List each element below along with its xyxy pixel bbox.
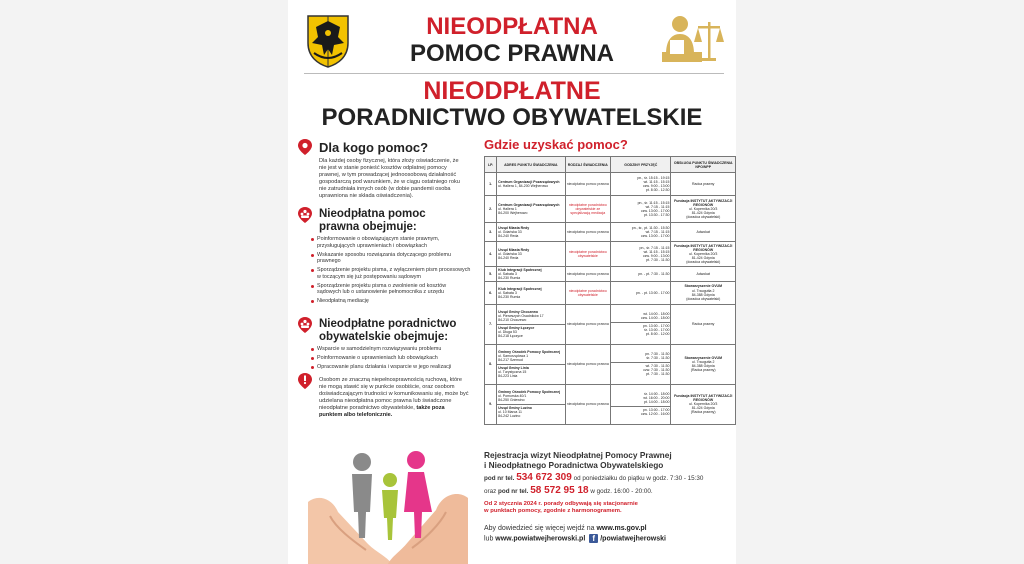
location-address: ul. Sabata 3 84-230 Rumia [498,290,521,299]
who-title: Dla kogo pomoc? [319,140,429,155]
location-name: Urząd Gminy Choczewo [498,310,538,315]
address-cell [497,223,566,242]
civic-item: Poinformowanie o uprawnieniach lub obowiązkach [311,355,471,362]
phone-line-1 [484,472,736,485]
operator-name: Stowarzyszenie OVUM [684,355,722,360]
phone2-prefix: oraz [484,488,497,495]
table-row [485,344,736,384]
opening-hours: pn., śr. 7:15 - 11:15 wt. 11:15 - 15:15 czw. 9:00 - 13:00 pt. 7:30 - 11:30 [639,246,670,263]
opening-hours: pn. 13:00 - 17:00 czw. 12:00 - 16:00 [611,406,670,416]
people-badge-icon [296,206,314,224]
operator-name: Radca prawny [692,182,715,187]
more-info-text: Aby dowiedzieć się więcej wejdź na [484,524,595,532]
more-info-line-2 [484,534,736,544]
table-row [485,281,736,304]
opening-hours: śr. 14:00 - 18:00 wt. 16:00 - 20:00 pt. 14:00 - 18:00 [643,392,670,405]
location-address: ul. Sabata 3 84-230 Rumia [498,271,521,280]
service-type: nieodpłatna pomoc prawna [565,173,610,196]
legal-aid-title-1: Nieodpłatna pomoc [319,208,426,220]
location-address: ul. Hallera 1, 84-200 Wejherowo [498,184,549,189]
disability-text-body: Osobom ze znaczną niepełnosprawnością ruchową, które nie mogą stawić się w punkcie osobiście, oraz osobom doświadczającym trudności w komunikowaniu się, może być udzielana nieodpłatna pomoc prawna lub świadczone nieodpłatne poradnictwo obywatelskie, [319,377,469,412]
legal-aid-item: Sporządzenie projektu pisma o zwolnienie od kosztów sądowych lub o ustanowienie pełnomocnika z urzędu [311,283,471,296]
table-row [485,304,736,344]
legal-aid-list [311,236,471,307]
location-name: Gminny Ośrodek Pomocy Społecznej [498,390,561,395]
hours-cell [610,242,670,267]
table-row [485,173,736,196]
civic-title-1: Nieodpłatne poradnictwo [319,318,457,330]
opening-hours: pn., śr. 11:15 - 15:15 wt. 7:15 - 11:15 czw. 13:00 - 17:00 pt. 13:30 - 17:30 [637,201,670,218]
phone2-hours: w godz. 16:00 - 20:00. [590,488,653,495]
more-info-line-1 [484,524,736,534]
location-address: ul. Długa 53 84-218 Łęczyce [498,330,523,339]
registration-block [484,450,736,544]
operator-name: Adwokat [696,271,710,276]
col-header-lp: LP. [485,157,497,173]
header-divider [304,73,724,74]
legal-aid-title-2: prawna obejmuje: [319,221,417,233]
disability-text-bold: także poza punktem albo telefonicznie. [319,405,445,419]
location-name: Urząd Miasta Redy [498,248,530,253]
service-type: nieodpłatne poradnictwo obywatelskie ze specjalizacją mediacja [565,196,610,223]
location-name: Urząd Gminy Linia [498,365,529,370]
address-cell [497,344,566,384]
service-type: nieodpłatna pomoc prawna [565,223,610,242]
operator-cell [671,196,736,223]
operator-address: ul. Kopernika 20/3 81-424 Gdynia (doradca obywatelski) [686,207,721,220]
table-header-row [485,157,736,173]
operator-name: Fundacja INSTYTUT AKTYWIZACJI REGIONÓW [674,393,733,403]
registration-title-1: Rejestracja wizyt Nieodpłatnej Pomocy Prawnej [484,450,672,460]
col-header-address: ADRES PUNKTU ŚWIADCZENIA [497,157,566,173]
operator-address: ul. Traugutta 2 84-388 Gdynia (doradca obywatelski) [686,288,721,301]
address-cell [497,304,566,344]
table-row [485,223,736,242]
service-type: nieodpłatna pomoc prawna [565,384,610,424]
opening-hours: pn. - pt. 13:00 - 17:00 [635,290,670,295]
location-address: ul. Turystyczna 15 84-223 Linia [498,370,527,379]
row-number: 9. [485,384,497,424]
operator-cell [671,304,736,344]
location-address: ul. 10 Marca 11 84-242 Luzino [498,410,522,419]
disability-text [319,377,469,420]
table-row [485,384,736,424]
address-cell [497,196,566,223]
operator-name: Stowarzyszenie OVUM [684,284,722,289]
operator-cell [671,223,736,242]
location-name: Gminny Ośrodek Pomocy Społecznej [498,350,561,355]
phone2-label: pod nr tel. [498,488,529,495]
phone1-hours: od poniedziałku do piątku w godz. 7:30 - 15:30 [573,475,704,482]
row-number: 3. [485,223,497,242]
location-name: Urząd Miasta Redy [498,226,530,231]
service-type: nieodpłatna pomoc prawna [565,304,610,344]
locations-table [484,156,736,425]
opening-hours: pn. 7:30 - 11:30 śr. 7:30 - 11:30 [645,352,670,361]
location-address: ul. Gdańska 33 84-240 Reda [498,252,522,261]
civic-item: Wsparcie w samodzielnym rozwiązywaniu problemu [311,346,471,353]
opening-hours: pn. - pt. 7:30 - 11:30 [638,271,670,276]
lawyer-scales-icon [662,14,726,64]
phone2-number[interactable]: 58 572 95 18 [530,485,589,496]
row-number: 7. [485,304,497,344]
operator-name: Fundacja INSTYTUT AKTYWIZACJI REGIONÓW [674,198,733,208]
opening-hours: wt. 7:30 - 11:30 czw. 7:30 - 11:30 pt. 7:30 - 11:30 [611,362,670,376]
address-cell [497,384,566,424]
row-number: 2. [485,196,497,223]
operator-name: Radca prawny [692,322,715,327]
table-row [485,267,736,281]
col-header-type: RODZAJ ŚWIADCZENIA [565,157,610,173]
poster [288,0,736,564]
stationary-note [484,501,736,516]
hours-cell [610,223,670,242]
location-name: Klub Integracji Społecznej [498,267,542,272]
row-number: 5. [485,267,497,281]
exclamation-pin-icon [296,372,314,390]
registration-title-2: i Nieodpłatnego Poradnictwa Obywatelskiego [484,460,664,470]
phone-line-2 [484,485,736,498]
table-row [485,196,736,223]
hours-cell [610,173,670,196]
location-name: Centrum Organizacji Pozarządowych [498,203,560,208]
powiat-link[interactable]: www.powiatwejherowski.pl [495,535,586,543]
phone1-number[interactable]: 534 672 309 [516,472,572,483]
where-title: Gdzie uzyskać pomoc? [484,137,628,152]
service-type: nieodpłatne poradnictwo obywatelskie [565,242,610,267]
phone1-label: pod nr tel. [484,475,515,482]
civic-title-2: obywatelskie obejmuje: [319,331,449,343]
operator-address: ul. Kopernika 20/3 81-424 Gdynia (doradca obywatelski) [686,252,721,265]
operator-cell [671,267,736,281]
operator-name: Fundacja INSTYTUT AKTYWIZACJI REGIONÓW [674,243,733,253]
hours-cell [610,196,670,223]
location-name: Urząd Gminy Łęczyce [498,325,535,330]
address-cell [497,173,566,196]
location-name: Klub Integracji Społecznej [498,286,542,291]
operator-cell [671,242,736,267]
civic-list [311,346,471,373]
operator-address: ul. Traugutta 2 84-388 Gdynia (Radca prawny) [690,360,716,373]
location-address: ul. Pierwszych Osadników 17 84-210 Choczewo [498,314,544,323]
ms-gov-link[interactable]: www.ms.gov.pl [596,524,647,532]
hours-cell [610,304,670,344]
row-number: 4. [485,242,497,267]
operator-address: ul. Kopernika 20/3 81-424 Gdynia (Radca prawny) [689,402,718,415]
service-type: nieodpłatna pomoc prawna [565,344,610,384]
location-pin-icon [296,138,314,156]
civic-item: Opracowanie planu działania i wsparcie w jego realizacji [311,364,471,371]
location-address: ul. Pomorska 40/1 84-250 Gniewino [498,394,527,403]
legal-aid-item: Wskazanie sposobu rozwiązania dotyczącego problemu prawnego [311,252,471,265]
operator-cell [671,281,736,304]
location-address: ul. Samorządowa 1 84-217 Szemud [498,354,529,363]
address-cell [497,281,566,304]
stationary-note-1: Od 2 stycznia 2024 r. porady odbywają się stacjonarnie [484,501,638,507]
opening-hours: wt. 14:00 - 18:00 czw. 14:00 - 18:00 [641,312,670,321]
legal-aid-item: Sporządzenie projektu pisma, z wyłączeniem pism procesowych w toczącym się już postępowaniu sądowym [311,267,471,280]
hours-cell [610,267,670,281]
subtitle-line2: PORADNICTWO OBYWATELSKIE [321,104,703,131]
table-row [485,242,736,267]
location-name: Centrum Organizacji Pozarządowych [498,180,560,185]
hours-cell [610,344,670,384]
legal-aid-item: Poinformowanie o obowiązującym stanie prawnym, przysługujących uprawnieniach i obowiązkach [311,236,471,249]
operator-cell [671,384,736,424]
hours-cell [610,281,670,304]
operator-name: Adwokat [696,230,710,235]
row-number: 1. [485,173,497,196]
facebook-link[interactable]: /powiatwejherowski [600,535,666,543]
row-number: 6. [485,281,497,304]
service-type: nieodpłatne poradnictwo obywatelskie [565,281,610,304]
operator-cell [671,173,736,196]
address-cell [497,267,566,281]
facebook-icon: f [589,534,598,543]
location-address: ul. Gdańska 33 84-240 Reda [498,230,522,239]
col-header-operator: OBSŁUGA PUNKTU ŚWIADCZENIA NPO/NPP [671,157,736,173]
row-number: 8. [485,344,497,384]
operator-cell [671,344,736,384]
address-cell [497,242,566,267]
hands-family-illustration [308,432,468,564]
title-line1: NIEODPŁATNA [426,13,598,40]
col-header-hours: GODZINY PRZYJĘĆ [610,157,670,173]
who-text: Dla każdej osoby fizycznej, która złoży oświadczenie, że nie jest w stanie ponieść kosztów odpłatnej pomocy prawnej, w tym prowadzącej jednoosobową działalność gospodarczą pod warunkiem, że w ciągu ostatniego roku nie zatrudniała innych osób (w dobie pandemii osoba uprawniona nie składa oświadczenia). [319,158,460,200]
opening-hours: pn., śr., pt. 11:30 - 15:30 wt. 7:15 - 11:15 czw. 13:00 - 17:00 [631,226,670,239]
location-address: ul. Hallera 1 84-200 Wejherowo [498,207,528,216]
opening-hours: pn. 13:00 - 17:00 śr. 13:00 - 17:00 pt. 8:00 - 12:00 [611,322,670,336]
subtitle-line1: NIEODPŁATNE [423,77,601,105]
stationary-note-2: w punktach pomocy, zgodnie z harmonogramem. [484,508,622,515]
title-line2: POMOC PRAWNA [410,40,614,67]
or-text: lub [484,535,494,543]
location-name: Urząd Gminy Luzino [498,405,532,410]
hours-cell [610,384,670,424]
service-type: nieodpłatna pomoc prawna [565,267,610,281]
legal-aid-item: Nieodpłatną mediację [311,298,471,305]
opening-hours: pn., śr. 15:15 - 19:15 wt. 11:15 - 15:15 czw. 9:00 - 13:00 pt. 8:30 - 12:30 [637,176,670,193]
people-badge-icon [296,316,314,334]
